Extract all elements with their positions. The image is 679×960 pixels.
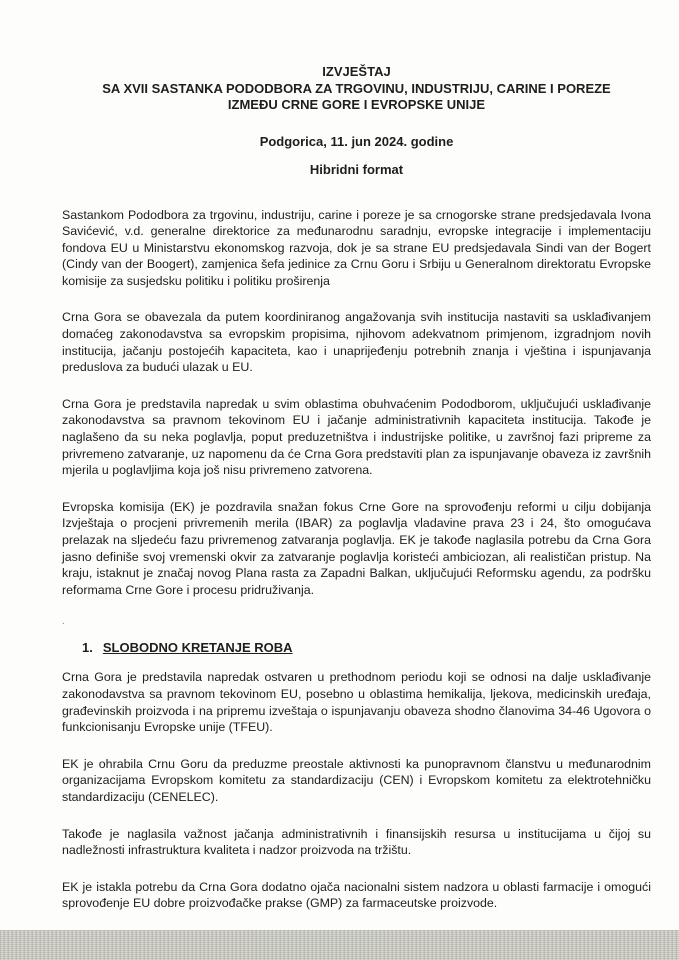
- document-subtitle-2: IZMEĐU CRNE GORE I EVROPSKE UNIJE: [227, 97, 486, 112]
- paragraph: EK je ohrabila Crnu Goru da preduzme preostale aktivnosti ka punopravnom članstvu u međunarodnim organizacijama Evropskom komitetu za standardizaciju (CEN) i Evropskom komitetu za elektrotehničku standardizaciju (CENELEC).: [62, 756, 651, 804]
- paragraph: Evropska komisija (EK) je pozdravila snažan fokus Crne Gore na sprovođenju reformi u cilju dobijanja Izvještaja o procjeni privremenih merila (IBAR) za poglavlja vladavine prava 23 i 24, što omogućava prelazak na sljedeću fazu privremenog zatvaranja poglavlja. EK je takođe naglasila potrebu da Crna Gora jasno definiše svoj vremenski okvir za zatvaranje poglavlja koristeći ambiciozan, ali realističan pristup. Na kraju, istaknut je značaj novog Plana rasta za Zapadni Balkan, uključujući Reformsku agendu, za podršku reformama Crne Gore i procesu pridruživanja.: [62, 499, 651, 597]
- paragraph: EK je istakla potrebu da Crna Gora dodatno ojača nacionalni sistem nadzora u oblasti farmacije i omogući sprovođenje EU dobre proizvođačke prakse (GMP) za farmaceutske proizvode.: [62, 879, 651, 911]
- scan-noise-strip: [0, 930, 679, 960]
- paragraph: Crna Gora je predstavila napredak ostvaren u prethodnom periodu koji se odnosi na dalje usklađivanje zakonodavstva sa pravnom tekovinom EU, posebno u oblastima hemikalija, ljekova, medicinskih uređaja, građevinskih proizvoda i na pripremu izveštaja o ispunjavanju obaveza shodno članovima 34-46 Ugovora o funkcionisanju Evropske unije (TFEU).: [62, 670, 651, 735]
- document-date: Podgorica, 11. jun 2024. godine: [259, 133, 454, 149]
- paragraph: Crna Gora se obavezala da putem koordiniranog angažovanja svih institucija nastaviti sa usklađivanjem domaćeg zakonodavstva sa evropskim propisima, njihovom adekvatnom primjenom, izgradnjom novih institucija, jačanju postojećih kapaciteta, kao i unaprijeđenju potrebnih znanja i vještina i ispunjavanja preduslova za budući ulazak u EU.: [62, 310, 651, 375]
- paragraph: Crna Gora je predstavila napredak u svim oblastima obuhvaćenim Pododborom, uključujući usklađivanje zakonodavstva sa pravnom tekovinom EU i jačanje administrativnih kapaciteta institucija. Takođe je naglašeno da su neka poglavlja, poput preduzetništva i industrijske politike, u završnoj fazi pripreme za privremeno zatvaranje, uz napomenu da će Crna Gora predstaviti plan za ispunjavanje obaveza iz završnih mjerila u poglavljima koja još nisu privremeno zatvorena.: [62, 396, 651, 478]
- section-title: SLOBODNO KRETANJE ROBA: [102, 640, 293, 656]
- paragraph: Sastankom Pododbora za trgovinu, industriju, carine i poreze je sa crnogorske strane predsjedavala Ivona Savićević, v.d. generalne direktorice za međunarodnu saradnju, evropske integracije i implementaciju fondova EU u Ministarstvu ekonomskog razvoja, dok je sa strane EU predsjedavala Sindi van der Bogert (Cindy van der Boogert), zamjenica šefa jedinice za Crnu Goru i Srbiju u Generalnom direktoratu Evropske komisije za susjedsku politiku i politiku proširenja: [62, 207, 651, 288]
- section-number: 1.: [82, 640, 93, 656]
- document-page: [62, 64, 651, 912]
- document-title: IZVJEŠTAJ: [322, 64, 391, 79]
- section-heading: [82, 640, 651, 655]
- paragraph: Takođe je naglasila važnost jačanja administrativnih i finansijskih resursa u institucijama u čijoj su nadležnosti infrastruktura kvaliteta i nadzor proizvoda na tržištu.: [62, 826, 651, 858]
- meeting-format: Hibridni format: [309, 161, 404, 177]
- stray-mark: .: [62, 616, 65, 628]
- document-subtitle: SA XVII SASTANKA PODODBORA ZA TRGOVINU, INDUSTRIJU, CARINE I POREZE: [102, 80, 611, 96]
